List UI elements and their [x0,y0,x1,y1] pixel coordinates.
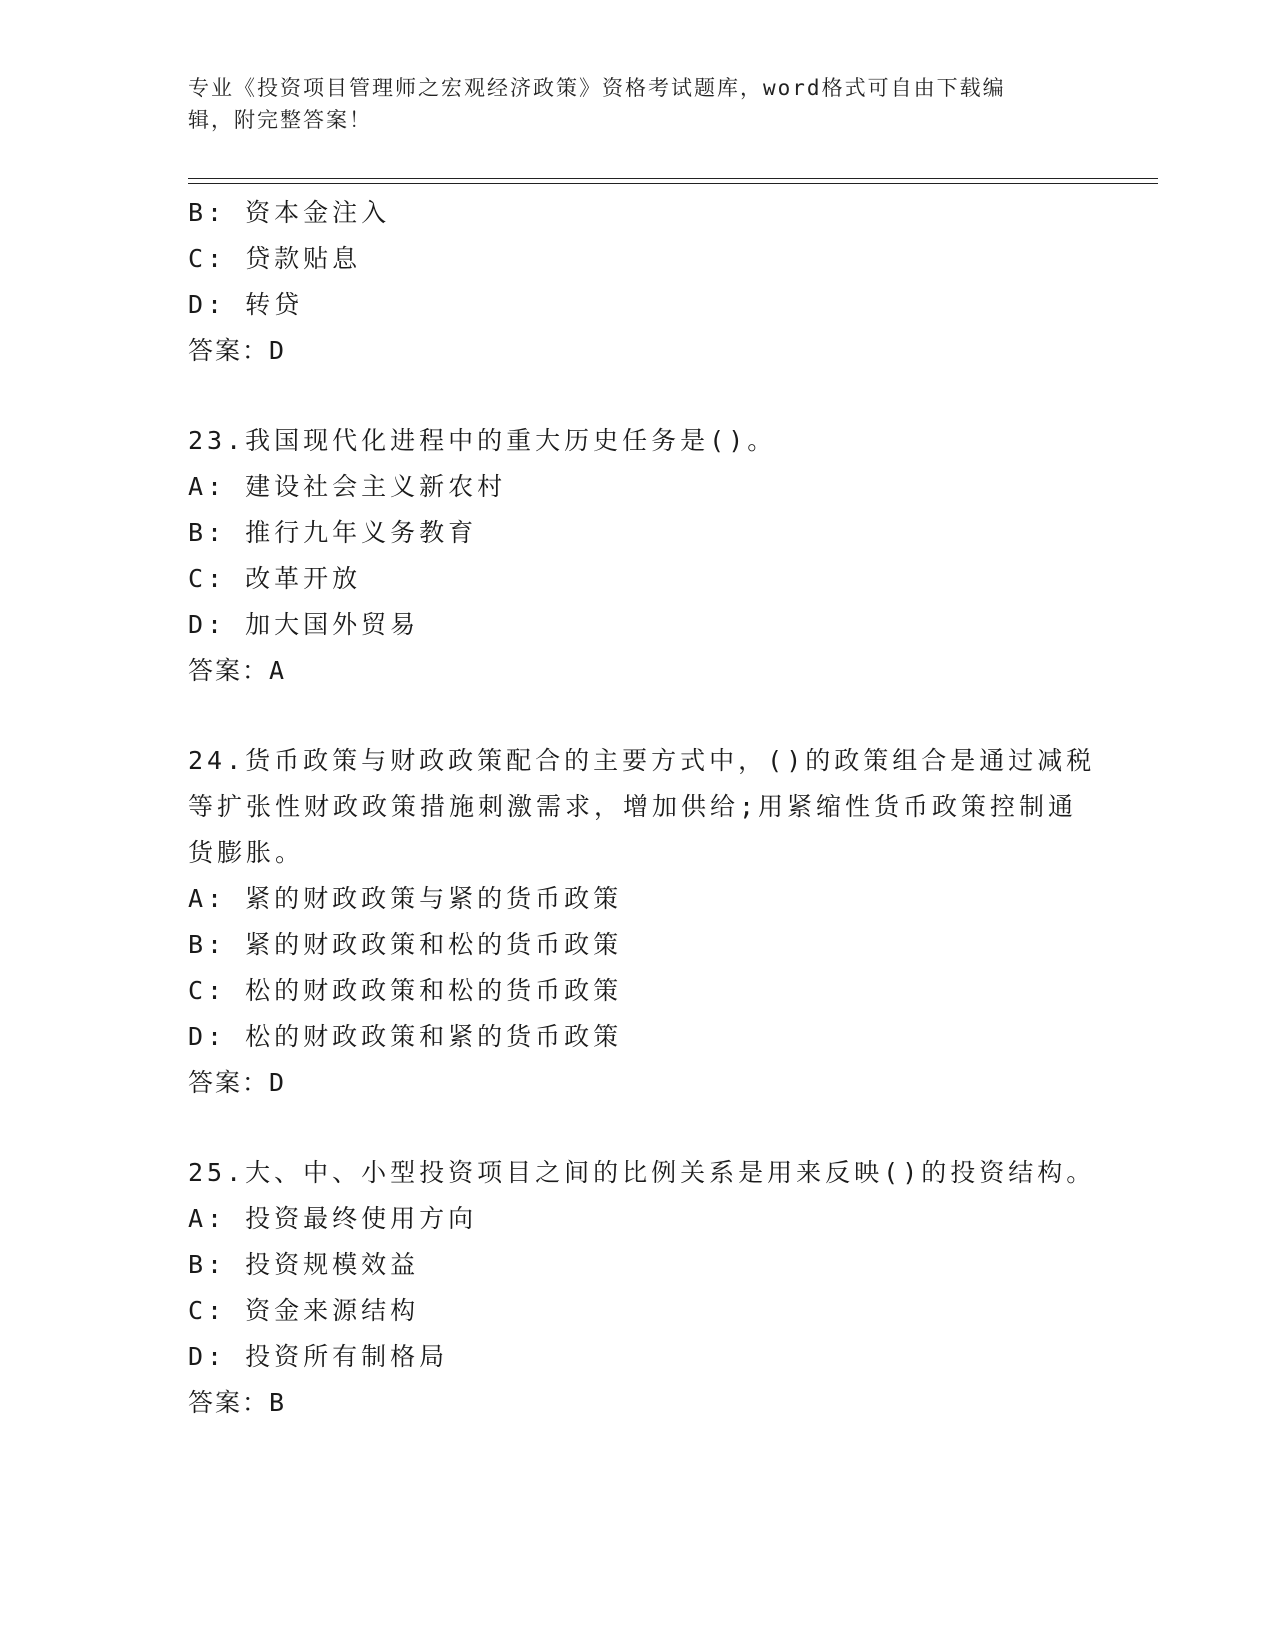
option-c: C: 松的财政政策和松的货币政策 [188,976,623,1005]
answer-value: A [269,656,287,685]
spacer [188,374,1088,418]
answer-label: 答案： [188,1388,270,1417]
option-c: C: 贷款贴息 [188,244,362,273]
answer-label: 答案： [188,336,270,365]
question-text: 23.我国现代化进程中的重大历史任务是()。 [188,426,777,455]
answer-line [188,328,1088,374]
page-header [188,72,1088,136]
option-d: D: 转贷 [188,290,304,319]
answer-value: B [269,1388,287,1417]
question-23 [188,418,1088,694]
answer-line [188,1380,1088,1426]
answer-line [188,1060,1088,1106]
question-list [188,190,1096,1426]
answer-value: D [269,336,287,365]
question-24 [188,738,1096,1106]
spacer [188,694,1088,738]
option-b: B: 投资规模效益 [188,1250,420,1279]
question-text: 25.大、中、小型投资项目之间的比例关系是用来反映()的投资结构。 [188,1158,1096,1187]
question-text-line-1: 24.货币政策与财政政策配合的主要方式中，()的政策组合是通过减税 [188,746,1096,775]
option-c: C: 改革开放 [188,564,362,593]
header-line-1: 专业《投资项目管理师之宏观经济政策》资格考试题库，word格式可自由下载编 [188,76,1006,100]
option-a: A: 建设社会主义新农村 [188,472,507,501]
answer-label: 答案： [188,1068,270,1097]
answer-label: 答案： [188,656,270,685]
question-22-tail [188,190,1088,374]
answer-value: D [269,1068,287,1097]
option-b: B: 推行九年义务教育 [188,518,478,547]
option-b: B: 紧的财政政策和松的货币政策 [188,930,623,959]
spacer [188,1106,1088,1150]
option-b: B: 资本金注入 [188,198,391,227]
option-d: D: 加大国外贸易 [188,610,420,639]
answer-line [188,648,1088,694]
option-d: D: 松的财政政策和紧的货币政策 [188,1022,623,1051]
option-c: C: 资金来源结构 [188,1296,420,1325]
header-line-2: 辑，附完整答案！ [188,108,372,132]
question-text-line-2: 等扩张性财政政策措施刺激需求，增加供给;用紧缩性货币政策控制通 [188,792,1078,821]
question-25 [188,1150,1096,1426]
header-divider [188,178,1158,184]
option-a: A: 投资最终使用方向 [188,1204,478,1233]
option-a: A: 紧的财政政策与紧的货币政策 [188,884,623,913]
question-text-line-3: 货膨胀。 [188,838,305,867]
option-d: D: 投资所有制格局 [188,1342,449,1371]
